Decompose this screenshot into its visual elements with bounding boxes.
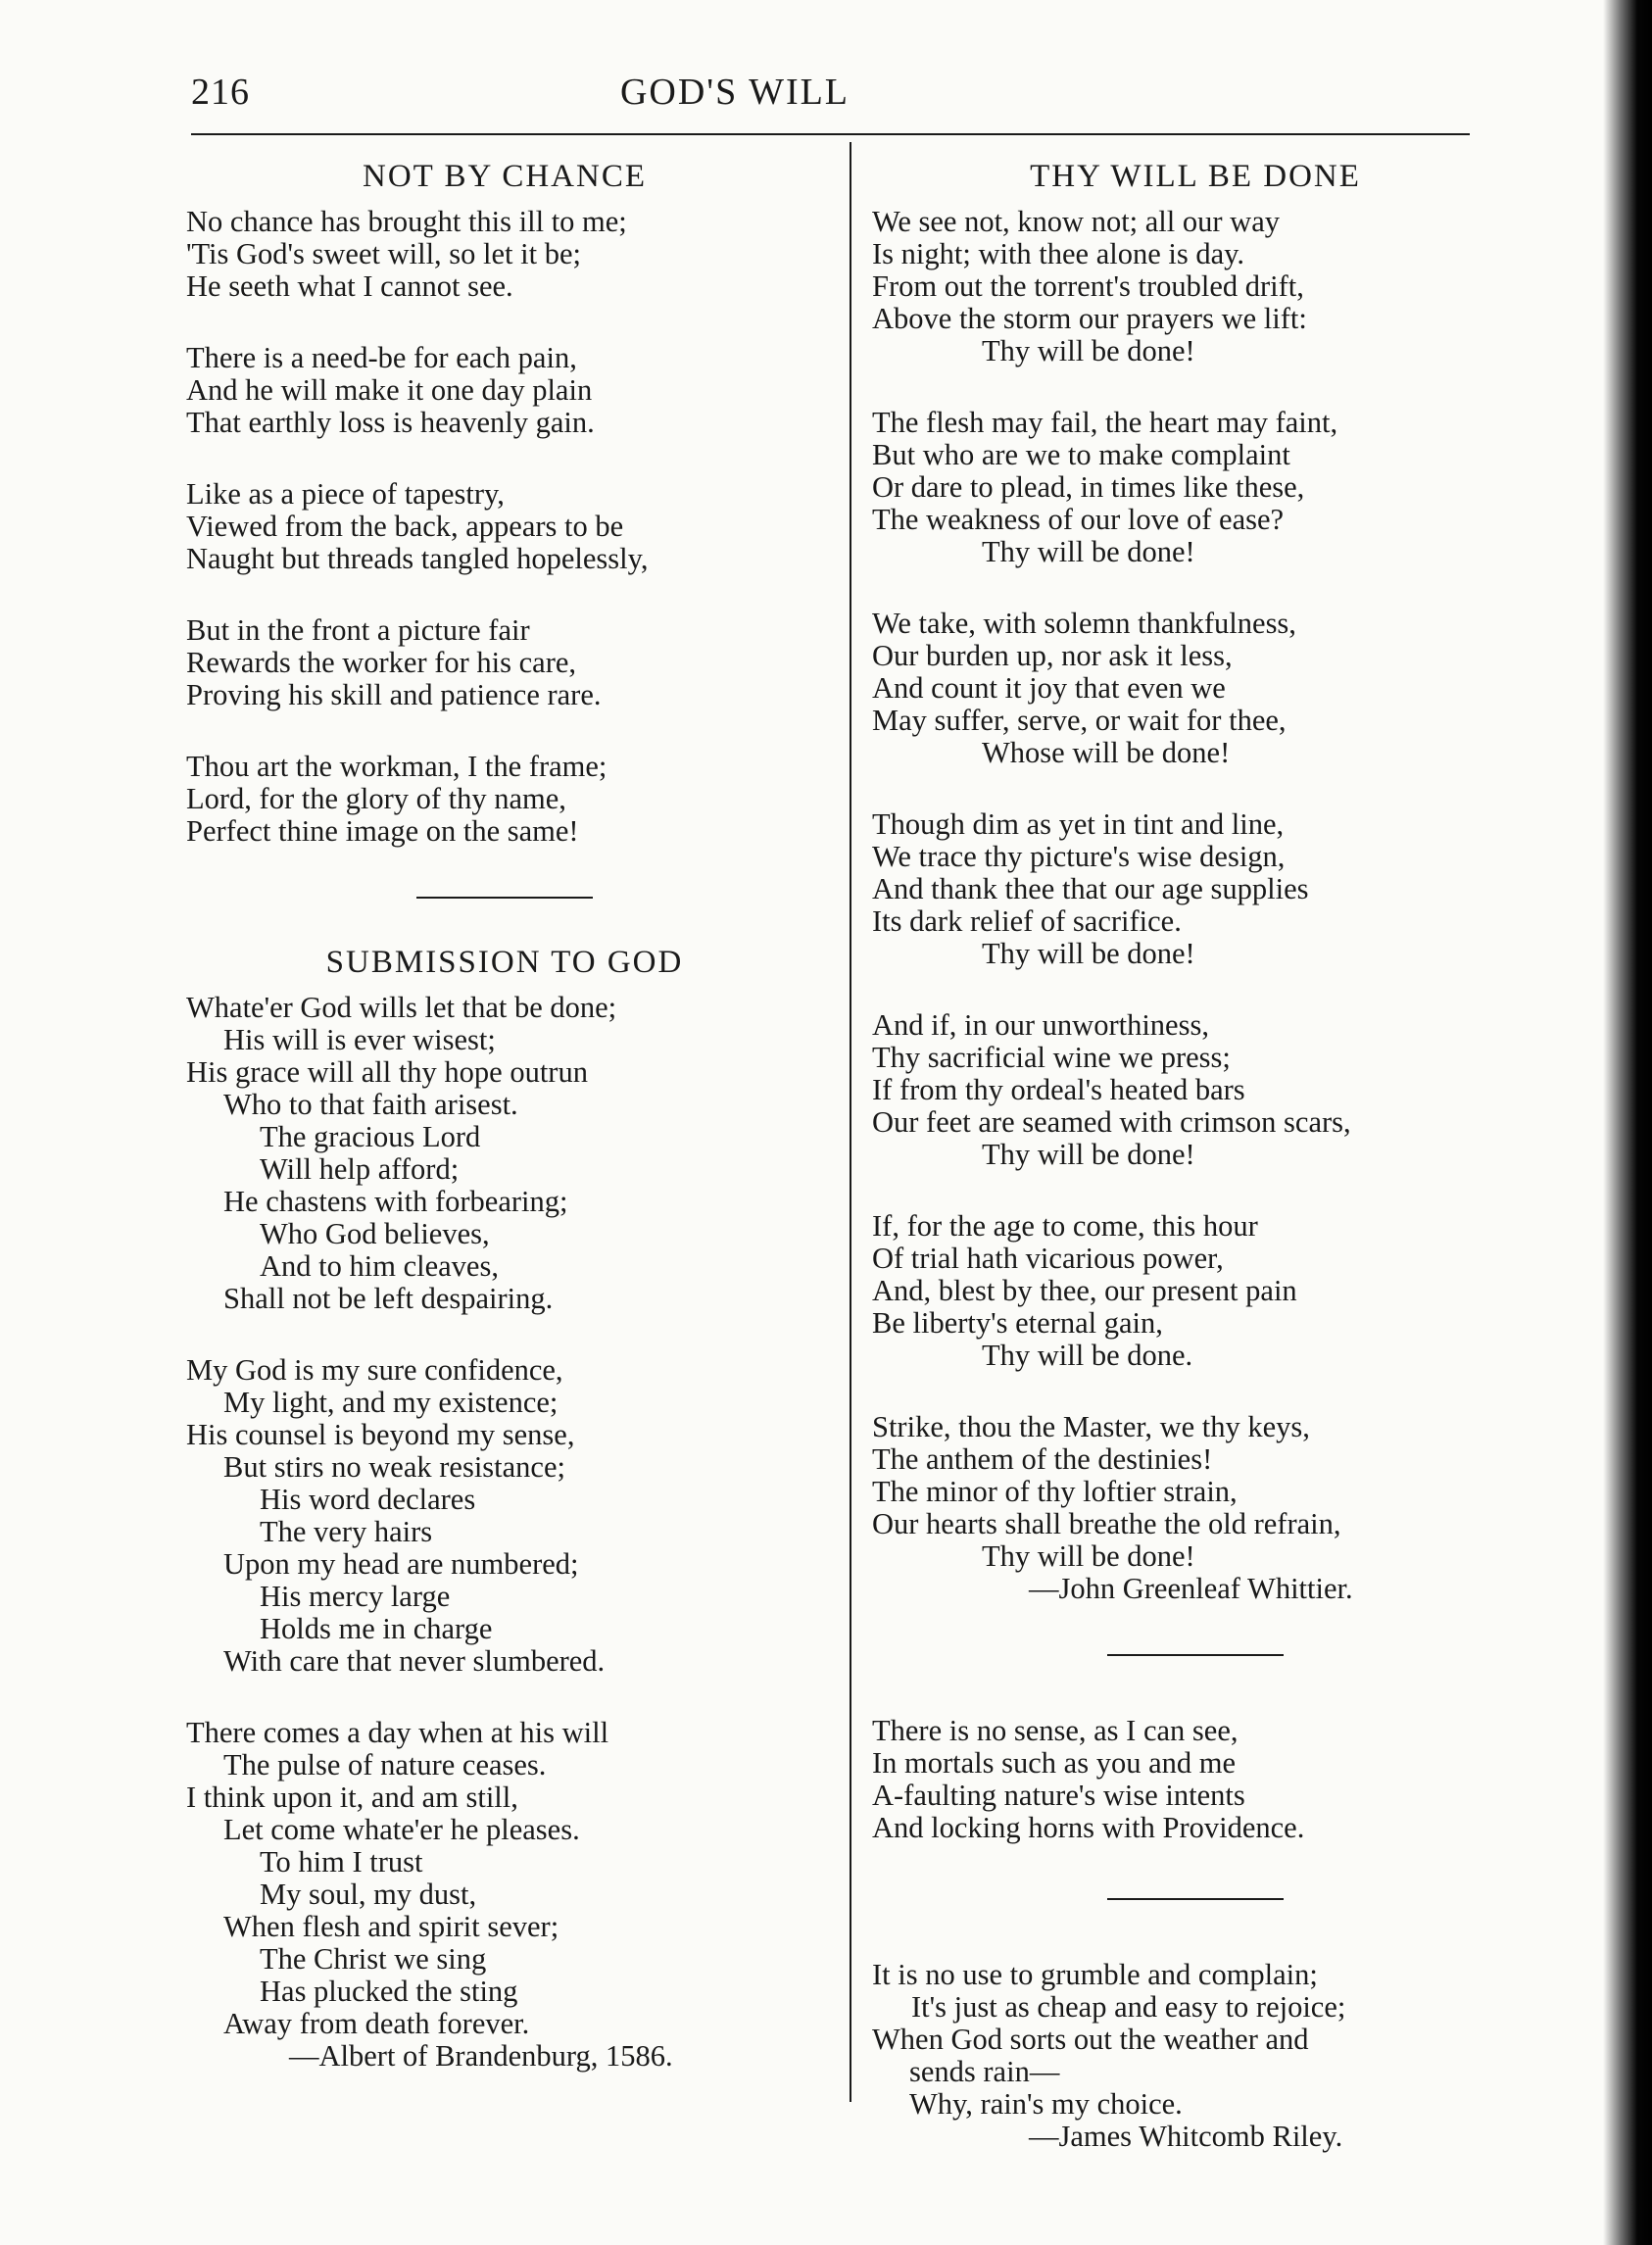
poem-title: NOT BY CHANCE — [362, 159, 648, 194]
verse-line: Strike, thou the Master, we thy keys, — [872, 1410, 1310, 1443]
verse-line: To him I trust — [260, 1845, 423, 1879]
verse-line: 'Tis God's sweet will, so let it be; — [186, 237, 581, 270]
verse-line: If, for the age to come, this hour — [872, 1209, 1258, 1243]
verse-line: sends rain— — [909, 2055, 1060, 2088]
poem-submission-to-god — [186, 943, 823, 2073]
refrain-line: Thy will be done! — [982, 1138, 1195, 1171]
verse-line: And count it joy that even we — [872, 671, 1226, 705]
section-separator — [416, 897, 593, 899]
poem-rain-my-choice — [872, 1959, 1519, 2153]
verse-line: And he will make it one day plain — [186, 373, 593, 407]
attribution: —James Whitcomb Riley. — [1029, 2120, 1343, 2153]
verse-line: No chance has brought this ill to me; — [186, 205, 627, 238]
stanza — [872, 407, 1519, 568]
stanza — [872, 1411, 1519, 1573]
verse-line: From out the torrent's troubled drift, — [872, 269, 1304, 303]
verse-line: In mortals such as you and me — [872, 1746, 1237, 1780]
verse-line: His mercy large — [260, 1580, 451, 1613]
verse-line: His counsel is beyond my sense, — [186, 1418, 575, 1451]
verse-line: Proving his skill and patience rare. — [186, 678, 602, 711]
verse-line: Its dark relief of sacrifice. — [872, 904, 1182, 938]
verse-line: Has plucked the sting — [260, 1975, 518, 2008]
refrain-line: Thy will be done! — [982, 937, 1195, 970]
verse-line: But stirs no weak resistance; — [223, 1450, 565, 1484]
stanza — [872, 1009, 1519, 1171]
verse-line: Viewed from the back, appears to be — [186, 510, 624, 543]
stanza — [186, 478, 823, 575]
stanza — [186, 1717, 823, 2040]
verse-line: Upon my head are numbered; — [223, 1547, 579, 1581]
attribution: —John Greenleaf Whittier. — [1029, 1572, 1353, 1605]
section-separator — [1107, 1898, 1284, 1900]
running-title: GOD'S WILL — [619, 72, 850, 113]
refrain-line: Thy will be done! — [982, 1539, 1195, 1573]
page-number: 216 — [191, 72, 250, 113]
verse-line: May suffer, serve, or wait for thee, — [872, 704, 1287, 737]
verse-line: The flesh may fail, the heart may faint, — [872, 406, 1338, 439]
verse-line: And, blest by thee, our present pain — [872, 1274, 1297, 1307]
verse-line: Why, rain's my choice. — [909, 2087, 1183, 2121]
verse-line: Will help afford; — [260, 1152, 460, 1186]
stanza — [186, 342, 823, 439]
verse-line: Who to that faith arisest. — [223, 1088, 518, 1121]
verse-line: His will is ever wisest; — [223, 1023, 496, 1056]
verse-line: Is night; with thee alone is day. — [872, 237, 1245, 270]
page-edge-shadow — [1603, 0, 1652, 2245]
verse-line: That earthly loss is heavenly gain. — [186, 406, 595, 439]
verse-line: Who God believes, — [260, 1217, 490, 1250]
verse-line: Like as a piece of tapestry, — [186, 477, 505, 511]
verse-line: Above the storm our prayers we lift: — [872, 302, 1307, 335]
verse-line: When God sorts out the weather and — [872, 2023, 1309, 2056]
verse-line: Or dare to plead, in times like these, — [872, 470, 1305, 504]
poem-not-by-chance — [186, 157, 823, 848]
verse-line: He chastens with forbearing; — [223, 1185, 568, 1218]
verse-line: There comes a day when at his will — [186, 1716, 609, 1749]
stanza — [186, 1354, 823, 1678]
verse-line: But who are we to make complaint — [872, 438, 1290, 471]
verse-line: The anthem of the destinies! — [872, 1442, 1213, 1476]
verse-line: His word declares — [260, 1483, 476, 1516]
stanza — [186, 992, 823, 1315]
verse-line: Thou art the workman, I the frame; — [186, 750, 607, 783]
verse-line: A-faulting nature's wise intents — [872, 1779, 1245, 1812]
stanza — [186, 751, 823, 848]
verse-line: Lord, for the glory of thy name, — [186, 782, 566, 815]
verse-line: Whate'er God wills let that be done; — [186, 991, 617, 1024]
stanza — [872, 206, 1519, 367]
verse-line: The minor of thy loftier strain, — [872, 1475, 1238, 1508]
verse-line: Holds me in charge — [260, 1612, 493, 1645]
verse-line: My soul, my dust, — [260, 1878, 477, 1911]
left-column — [186, 157, 823, 2073]
verse-line: My God is my sure confidence, — [186, 1353, 563, 1387]
verse-line: The weakness of our love of ease? — [872, 503, 1285, 536]
verse-line: Thy sacrificial wine we press; — [872, 1041, 1231, 1074]
verse-line: I think upon it, and am still, — [186, 1781, 518, 1814]
verse-line: The very hairs — [260, 1515, 433, 1548]
right-column — [872, 157, 1519, 2153]
verse-line: But in the front a picture fair — [186, 613, 530, 647]
verse-line: And thank thee that our age supplies — [872, 872, 1309, 905]
poem-title: THY WILL BE DONE — [1030, 159, 1361, 194]
section-separator — [1107, 1654, 1284, 1656]
verse-line: When flesh and spirit sever; — [223, 1910, 559, 1943]
refrain-line: Thy will be done. — [982, 1339, 1193, 1372]
verse-line: If from thy ordeal's heated bars — [872, 1073, 1245, 1106]
verse-line: The Christ we sing — [260, 1942, 487, 1976]
stanza — [872, 608, 1519, 769]
poem-no-sense — [872, 1715, 1519, 1844]
verse-line: He seeth what I cannot see. — [186, 269, 513, 303]
attribution: —Albert of Brandenburg, 1586. — [289, 2039, 673, 2073]
stanza — [186, 206, 823, 303]
poem-title: SUBMISSION TO GOD — [325, 945, 684, 980]
refrain-line: Thy will be done! — [982, 535, 1195, 568]
column-divider — [850, 142, 851, 2102]
stanza — [186, 614, 823, 711]
verse-line: The gracious Lord — [260, 1120, 481, 1153]
verse-line: Perfect thine image on the same! — [186, 814, 579, 848]
verse-line: Our burden up, nor ask it less, — [872, 639, 1233, 672]
header-rule — [191, 133, 1470, 135]
stanza — [872, 808, 1519, 970]
verse-line: Naught but threads tangled hopelessly, — [186, 542, 649, 575]
verse-line: Rewards the worker for his care, — [186, 646, 577, 679]
verse-line: We see not, know not; all our way — [872, 205, 1280, 238]
verse-line: There is a need-be for each pain, — [186, 341, 577, 374]
verse-line: It is no use to grumble and complain; — [872, 1958, 1318, 1991]
verse-line: We trace thy picture's wise design, — [872, 840, 1286, 873]
refrain-line: Whose will be done! — [982, 736, 1231, 769]
verse-line: And if, in our unworthiness, — [872, 1008, 1209, 1042]
verse-line: Of trial hath vicarious power, — [872, 1242, 1224, 1275]
refrain-line: Thy will be done! — [982, 334, 1195, 367]
verse-line: Our hearts shall breathe the old refrain, — [872, 1507, 1341, 1540]
verse-line: Though dim as yet in tint and line, — [872, 807, 1285, 841]
verse-line: And to him cleaves, — [260, 1249, 499, 1283]
stanza — [872, 1210, 1519, 1372]
verse-line: Let come whate'er he pleases. — [223, 1813, 580, 1846]
verse-line: And locking horns with Providence. — [872, 1811, 1305, 1844]
poem-thy-will-be-done — [872, 157, 1519, 1605]
verse-line: Away from death forever. — [223, 2007, 530, 2040]
verse-line: Shall not be left despairing. — [223, 1282, 554, 1315]
verse-line: My light, and my existence; — [223, 1386, 559, 1419]
verse-line: There is no sense, as I can see, — [872, 1714, 1239, 1747]
verse-line: With care that never slumbered. — [223, 1644, 606, 1678]
verse-line: It's just as cheap and easy to rejoice; — [911, 1990, 1346, 2024]
verse-line: The pulse of nature ceases. — [223, 1748, 547, 1781]
verse-line: Be liberty's eternal gain, — [872, 1306, 1163, 1340]
verse-line: His grace will all thy hope outrun — [186, 1055, 588, 1089]
verse-line: Our feet are seamed with crimson scars, — [872, 1105, 1351, 1139]
verse-line: We take, with solemn thankfulness, — [872, 607, 1296, 640]
